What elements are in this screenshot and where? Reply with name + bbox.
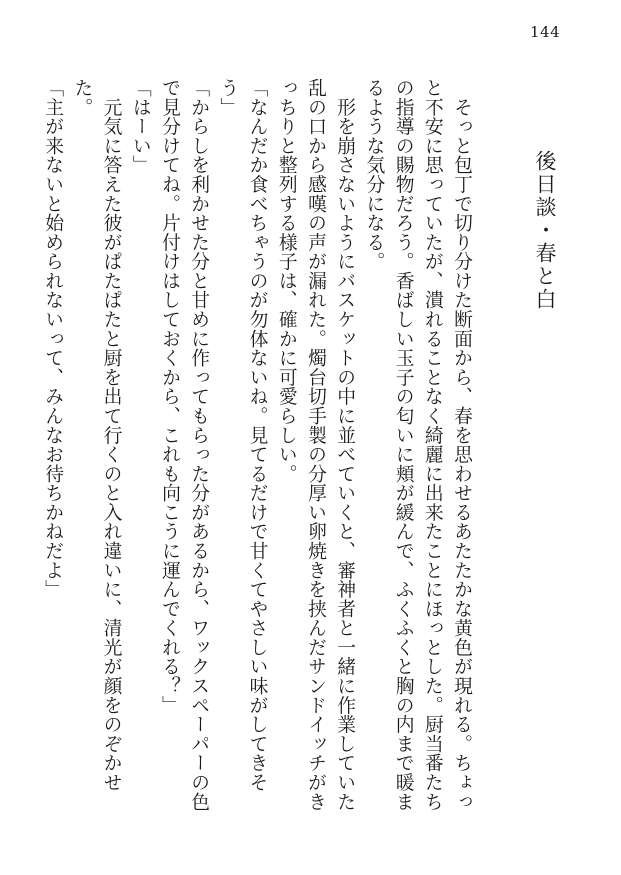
paragraph: そっと包丁で切り分けた断面から、春を思わせるあたたかな黄色が現れる。ちょっと不安に思っていたが、潰れることなく綺麗に出来たことにほっとした。厨当番たちの指導の賜物だろう。香ばしい玉子の匂いに頬が緩んで、ふくふくと胸の内まで暖まるような気分になる。 <box>363 78 472 812</box>
dialogue-line: 「からしを利かせた分と甘めに作ってもらった分があるから、ワックスペーパーの色で見分けてね。片付けはしておくから、これも向こうに運んでくれる？」 <box>158 78 210 812</box>
dialogue-line: 「はーい」 <box>129 78 151 175</box>
paragraph: 元気に答えた彼がぱたぱたと厨を出て行くのと入れ違いに、清光が顔をのぞかせた。 <box>71 78 122 792</box>
paragraph: 形を崩さないようにバスケットの中に並べていくと、審神者と一緒に作業していた乱の口から感嘆の声が漏れた。燭台切手製の分厚い卵焼きを挟んだサンドイッチがきっちりと整列する様子は、確かに可愛らしい。 <box>275 78 356 812</box>
body-text <box>38 78 476 818</box>
page-number: 144 <box>530 23 561 41</box>
dialogue-line: 「主が来ないと始められないって、みんなお待ちかねだよ」 <box>42 78 64 599</box>
dialogue-line: 「なんだか食べちゃうのが勿体ないね。見てるだけで甘くてやさしい味がしてきそう」 <box>217 78 268 792</box>
chapter-title: 後日談・春と白 <box>533 150 557 311</box>
